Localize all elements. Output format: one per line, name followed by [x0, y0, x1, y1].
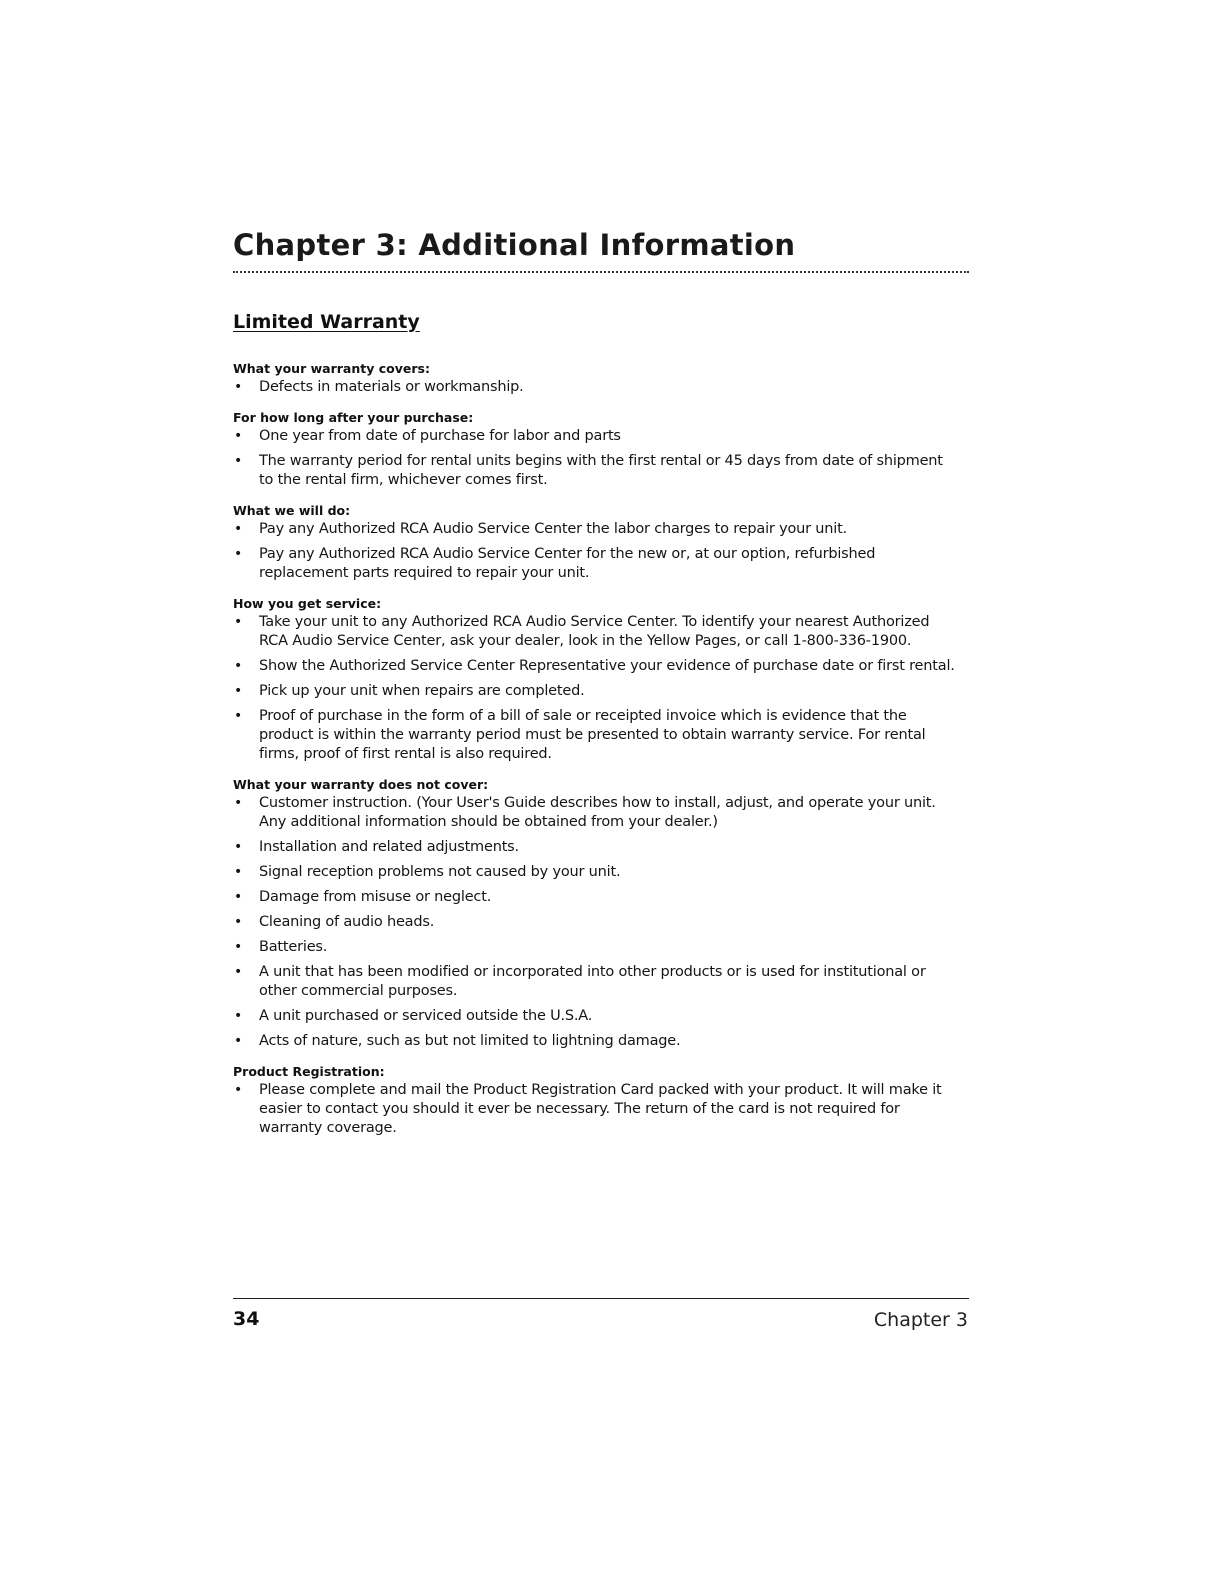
list-item	[233, 838, 957, 857]
warranty-group	[233, 360, 957, 397]
list-item-text: Customer instruction. (Your User's Guide describes how to install, adjust, and operate your unit. Any additional information should be obtained from your dealer.)	[259, 795, 936, 830]
bullet-icon: •	[234, 839, 243, 855]
bullet-icon: •	[234, 708, 243, 724]
list-item-text: Damage from misuse or neglect.	[259, 889, 492, 905]
bullet-icon: •	[234, 614, 243, 630]
list-item	[233, 613, 957, 651]
list-item-text: Pick up your unit when repairs are completed.	[259, 683, 585, 699]
list-item	[233, 378, 957, 397]
bullet-icon: •	[234, 1033, 243, 1049]
list-item-text: Cleaning of audio heads.	[259, 914, 435, 930]
bullet-list	[233, 1081, 957, 1138]
page-number: 34	[233, 1308, 260, 1330]
list-item-text: The warranty period for rental units begins with the first rental or 45 days from date of shipment to the rental firm, whichever comes first.	[259, 453, 943, 488]
bullet-icon: •	[234, 453, 243, 469]
list-item-text: A unit that has been modified or incorporated into other products or is used for institutional or other commercial purposes.	[259, 964, 926, 999]
list-item	[233, 520, 957, 539]
footer-chapter-label: Chapter 3	[873, 1309, 968, 1331]
group-heading: What your warranty covers:	[233, 361, 430, 376]
list-item-text: Take your unit to any Authorized RCA Audio Service Center. To identify your nearest Authorized RCA Audio Service Center, ask your dealer, look in the Yellow Pages, or call 1-800-336-1900.	[259, 614, 930, 649]
bullet-icon: •	[234, 864, 243, 880]
warranty-content	[233, 360, 957, 1150]
list-item	[233, 913, 957, 932]
bullet-icon: •	[234, 964, 243, 980]
bullet-icon: •	[234, 795, 243, 811]
bullet-icon: •	[234, 546, 243, 562]
list-item	[233, 545, 957, 583]
bullet-icon: •	[234, 521, 243, 537]
list-item-text: Batteries.	[259, 939, 328, 955]
bullet-icon: •	[234, 914, 243, 930]
bullet-icon: •	[234, 1082, 243, 1098]
title-divider	[233, 271, 969, 273]
list-item-text: Proof of purchase in the form of a bill of sale or receipted invoice which is evidence that the product is within the warranty period must be presented to obtain warranty service. For rental firms, proof of first rental is also required.	[259, 708, 926, 762]
list-item	[233, 863, 957, 882]
list-item-text: Signal reception problems not caused by your unit.	[259, 864, 621, 880]
list-item	[233, 938, 957, 957]
list-item	[233, 427, 957, 446]
bullet-list	[233, 520, 957, 583]
list-item-text: Please complete and mail the Product Registration Card packed with your product. It will make it easier to contact you should it ever be necessary. The return of the card is not required for warranty coverage.	[259, 1082, 942, 1136]
list-item	[233, 794, 957, 832]
bullet-list	[233, 613, 957, 764]
list-item-text: One year from date of purchase for labor and parts	[259, 428, 621, 444]
list-item	[233, 1081, 957, 1138]
bullet-icon: •	[234, 1008, 243, 1024]
group-heading: Product Registration:	[233, 1064, 385, 1079]
warranty-group	[233, 595, 957, 764]
list-item	[233, 1007, 957, 1026]
bullet-icon: •	[234, 658, 243, 674]
list-item-text: Pay any Authorized RCA Audio Service Center the labor charges to repair your unit.	[259, 521, 848, 537]
chapter-title: Chapter 3: Additional Information	[233, 228, 796, 262]
warranty-group	[233, 1063, 957, 1138]
bullet-icon: •	[234, 379, 243, 395]
bullet-list	[233, 427, 957, 490]
footer-divider	[233, 1298, 969, 1299]
list-item	[233, 657, 957, 676]
bullet-icon: •	[234, 889, 243, 905]
warranty-group	[233, 409, 957, 490]
list-item	[233, 452, 957, 490]
group-heading: What we will do:	[233, 503, 351, 518]
list-item	[233, 707, 957, 764]
list-item	[233, 682, 957, 701]
bullet-list	[233, 794, 957, 1051]
group-heading: How you get service:	[233, 596, 382, 611]
list-item	[233, 963, 957, 1001]
section-heading: Limited Warranty	[233, 311, 420, 333]
warranty-group	[233, 776, 957, 1051]
list-item-text: Installation and related adjustments.	[259, 839, 519, 855]
list-item	[233, 888, 957, 907]
list-item	[233, 1032, 957, 1051]
bullet-icon: •	[234, 683, 243, 699]
bullet-icon: •	[234, 939, 243, 955]
warranty-group	[233, 502, 957, 583]
bullet-icon: •	[234, 428, 243, 444]
list-item-text: A unit purchased or serviced outside the U.S.A.	[259, 1008, 593, 1024]
list-item-text: Acts of nature, such as but not limited to lightning damage.	[259, 1033, 681, 1049]
bullet-list	[233, 378, 957, 397]
group-heading: For how long after your purchase:	[233, 410, 474, 425]
list-item-text: Defects in materials or workmanship.	[259, 379, 524, 395]
list-item-text: Pay any Authorized RCA Audio Service Center for the new or, at our option, refurbished replacement parts required to repair your unit.	[259, 546, 876, 581]
list-item-text: Show the Authorized Service Center Representative your evidence of purchase date or first rental.	[259, 658, 955, 674]
group-heading: What your warranty does not cover:	[233, 777, 489, 792]
